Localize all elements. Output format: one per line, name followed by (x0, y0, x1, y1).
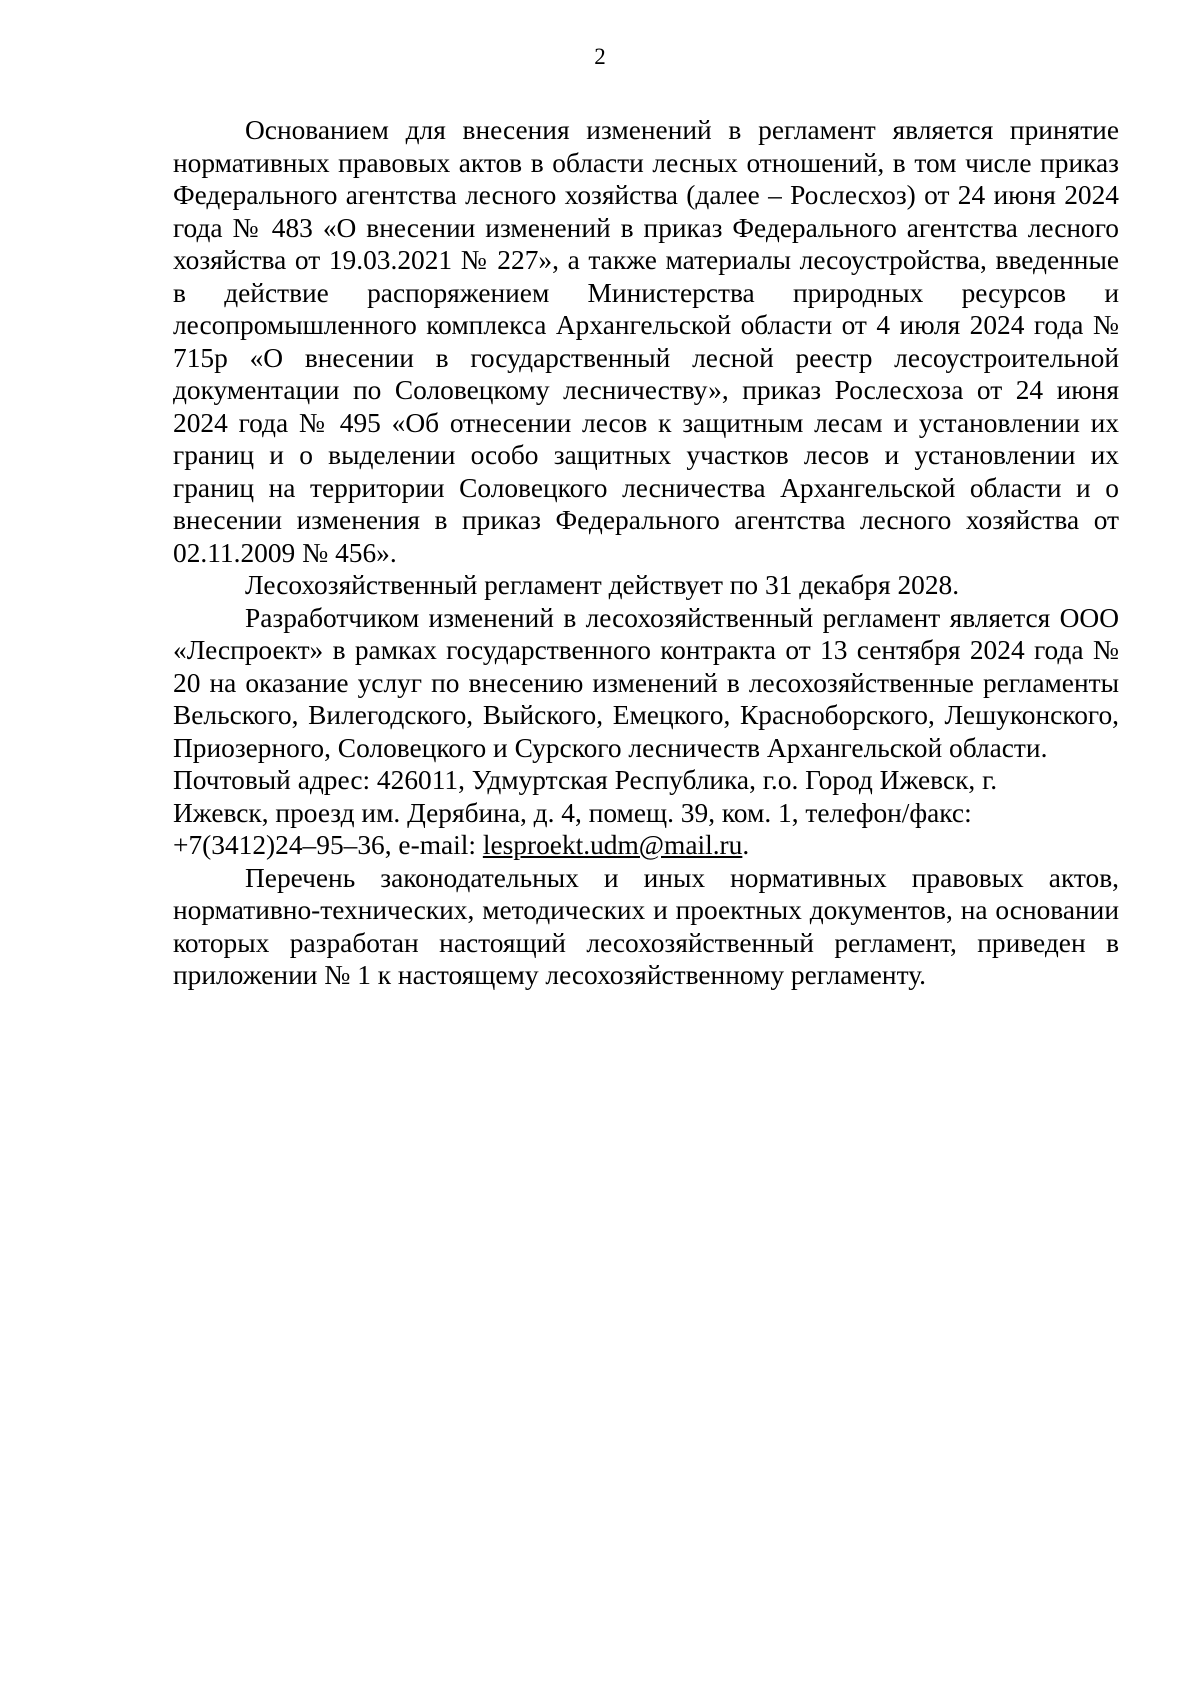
address-line-1: Почтовый адрес: 426011, Удмуртская Республика, г.о. Город Ижевск, г. (173, 765, 998, 795)
page-number: 2 (594, 44, 606, 69)
document-body (173, 114, 1119, 992)
paragraph-validity: Лесохозяйственный регламент действует по 31 декабря 2028. (245, 570, 960, 600)
paragraph-regulations-list: Перечень законодательных и иных нормативных правовых актов, нормативно-технических, методических и проектных документов, на основании которых разработан настоящий лесохозяйственный регламент, приведен в приложении № 1 к настоящему лесохозяйственному регламенту. (173, 862, 1119, 990)
phone-text: +7(3412)24–95–36, e-mail: (173, 830, 483, 860)
email-suffix: . (742, 830, 750, 860)
contact-line (173, 829, 1119, 862)
address-line-2: Ижевск, проезд им. Дерябина, д. 4, помещ. 39, ком. 1, телефон/факс: (173, 797, 972, 828)
paragraph-developer: Разработчиком изменений в лесохозяйственный регламент является ООО «Леспроект» в рамках государственного контракта от 13 сентября 2024 года № 20 на оказание услуг по внесению изменений в лесохозяйственные регламенты Вельского, Вилегодского, Выйского, Емецкого, Красноборского, Лешуконского, Приозерного, Соловецкого и Сурского лесничеств Архангельской области. (173, 602, 1119, 763)
email-link[interactable]: lesproekt.udm@mail.ru (482, 830, 743, 860)
paragraph-basis: Основанием для внесения изменений в регламент является принятие нормативных правовых актов в области лесных отношений, в том числе приказ Федерального агентства лесного хозяйства (далее – Рослесхоз) от 24 июня 2024 года № 483 «О внесении изменений в приказ Федерального агентства лесного хозяйства от 19.03.2021 № 227», а также материалы лесоустройства, введенные в действие распоряжением Министерства природных ресурсов и лесопромышленного комплекса Архангельской области от 4 июля 2024 года № 715р «О внесении в государственный лесной реестр лесоустроительной документации по Соловецкому лесничеству», приказ Рослесхоза от 24 июня 2024 года № 495 «Об отнесении лесов к защитным лесам и установлении их границ и о выделении особо защитных участков лесов и установлении их границ на территории Соловецкого лесничества Архангельской области и о внесении изменения в приказ Федерального агентства лесного хозяйства от 02.11.2009 № 456». (173, 115, 1119, 568)
